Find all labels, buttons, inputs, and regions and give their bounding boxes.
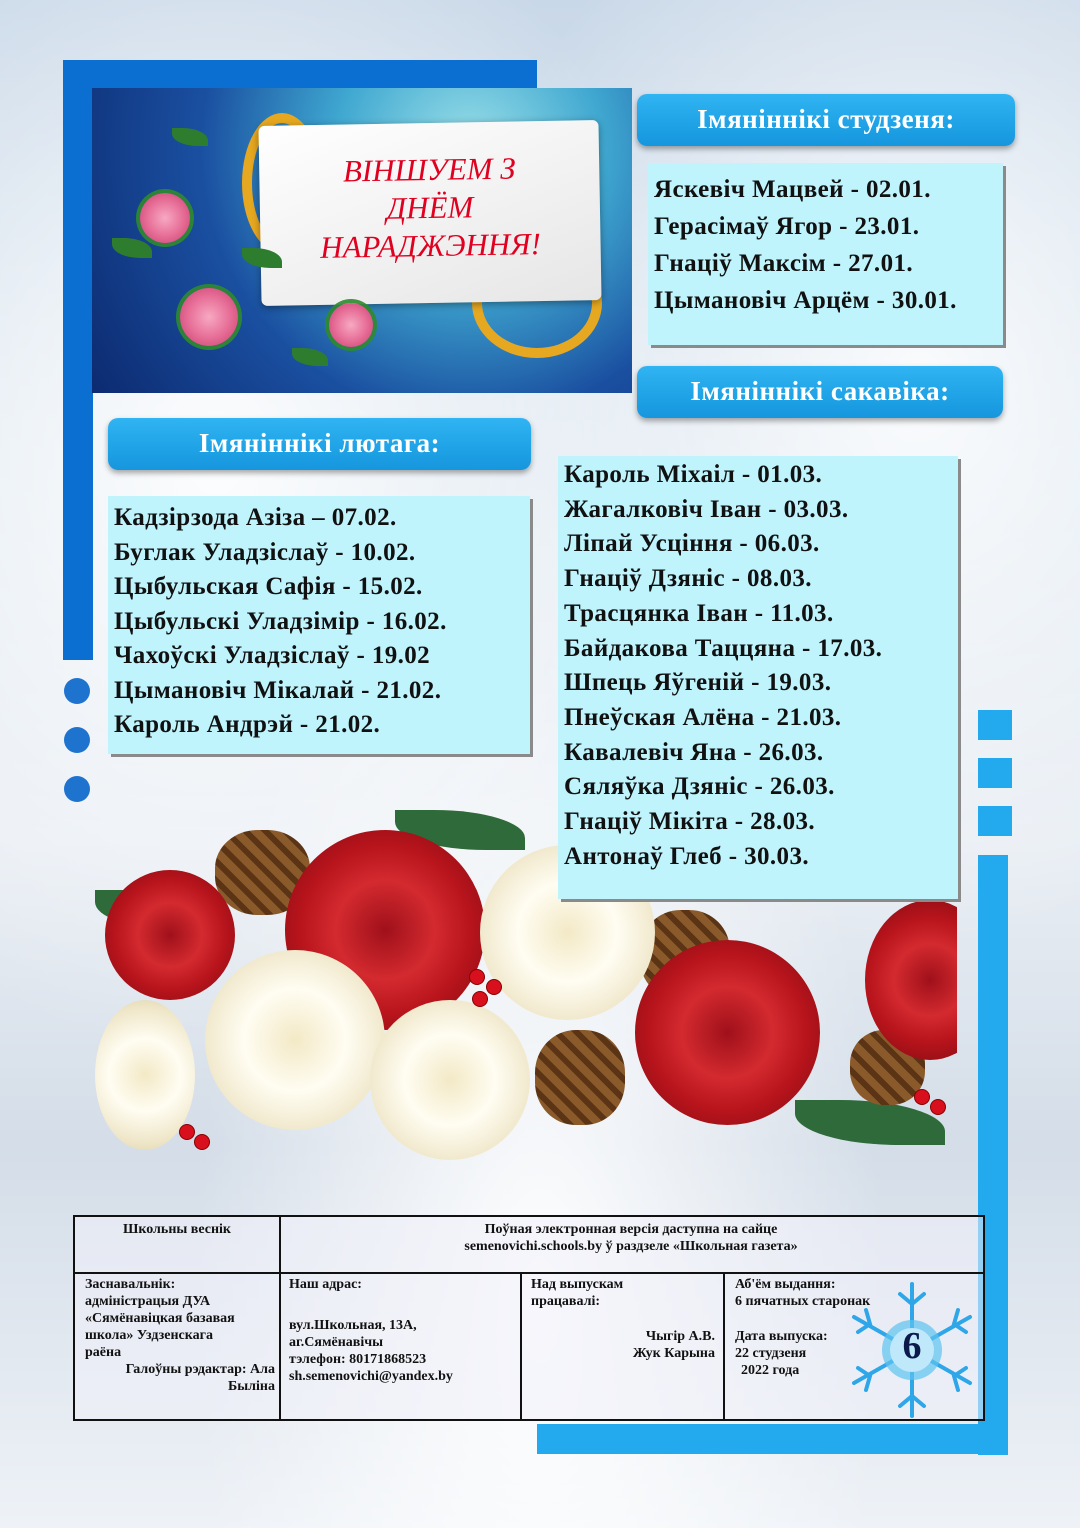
address-line: тэлефон: 80171868523 (289, 1352, 427, 1367)
address-label: Наш адрас: (289, 1277, 362, 1292)
january-list (648, 163, 1003, 319)
date-label: Дата выпуска: (735, 1329, 828, 1344)
pink-rose-2 (180, 288, 238, 346)
site-line-1: Поўная электронная версія даступна на сайце (484, 1222, 778, 1237)
list-item: Кадзірзода Азіза – 07.02. (114, 504, 397, 531)
white-rose-2 (205, 950, 385, 1130)
holly-berry (473, 992, 487, 1006)
editor-line-2: Быліна (228, 1379, 275, 1394)
list-item: Герасімаў Ягор - 23.01. (654, 213, 920, 240)
greeting-text (259, 148, 601, 268)
list-item: Цыбульскі Уладзімір - 16.02. (114, 607, 447, 635)
list-item: Цымановіч Мікалай - 21.02. (114, 676, 442, 704)
march-list-box (558, 456, 958, 899)
frame-bar-left (63, 60, 93, 660)
red-rose-1 (105, 870, 235, 1000)
date-block (735, 1328, 865, 1379)
newsletter-name: Школьны веснік (122, 1222, 231, 1237)
list-item: Антонаў Глеб - 30.03. (564, 842, 809, 870)
address-line: вул.Школьная, 13А, (289, 1318, 417, 1333)
list-item: Цыбульская Сафія - 15.02. (114, 573, 423, 600)
date-line-1: 22 студзеня (735, 1346, 807, 1361)
greeting-line-3: НАРАДЖЭННЯ! (319, 226, 542, 265)
pink-rose-1 (140, 193, 190, 243)
holly-berry (470, 970, 484, 984)
january-heading: Імяніннікі студзеня: (637, 94, 1015, 146)
holly-berry (915, 1090, 929, 1104)
decor-dot-2 (64, 727, 90, 753)
address-line: аг.Сямёнавічы (289, 1335, 384, 1350)
list-item: Пнеўская Алёна - 21.03. (564, 703, 842, 731)
pine-cone-3 (535, 1030, 625, 1125)
february-list-box (108, 496, 530, 754)
page-number: 6 (902, 1325, 922, 1367)
list-item: Гнаціў Мікіта - 28.03. (564, 808, 816, 836)
list-item: Байдакова Таццяна - 17.03. (564, 634, 883, 662)
decor-square-1 (978, 710, 1012, 740)
list-item: Буглак Уладзіслаў - 10.02. (114, 538, 416, 566)
table-rule (75, 1272, 983, 1274)
staff-names (525, 1328, 715, 1362)
site-line-2: semenovichi.schools.by ў раздзеле «Школьная газета» (464, 1239, 798, 1254)
march-list (558, 456, 958, 874)
greeting-card-image (92, 88, 632, 393)
decor-square-2 (978, 758, 1012, 788)
february-heading: Імяніннікі лютага: (108, 418, 531, 470)
table-rule (723, 1272, 725, 1419)
volume-value: 6 пячатных старонак (735, 1294, 871, 1309)
founder-block (85, 1276, 275, 1361)
leaf-1 (112, 238, 152, 258)
decor-square-3 (978, 806, 1012, 836)
staff-name: Чыгір А.В. (645, 1329, 715, 1344)
red-rose-3 (635, 940, 820, 1125)
march-heading: Імяніннікі сакавіка: (637, 366, 1003, 418)
founder-line: адміністрацыя ДУА (85, 1294, 211, 1309)
staff-name: Жук Карына (632, 1346, 715, 1361)
list-item: Кароль Андрэй - 21.02. (114, 711, 381, 738)
decor-dot-1 (64, 678, 90, 704)
site-info (281, 1221, 981, 1255)
list-item: Сяляўка Дзяніс - 26.03. (564, 773, 835, 801)
list-item: Цымановіч Арцём - 30.01. (654, 287, 957, 314)
list-item: Трасцянка Іван - 11.03. (564, 599, 834, 627)
founder-line: «Сямёнавіцкая базавая (85, 1311, 235, 1326)
table-rule (520, 1272, 522, 1419)
frame-bar-bottom (537, 1424, 1008, 1454)
leaf-3 (172, 128, 208, 146)
staff-label-line-1: Над выпускам (531, 1277, 624, 1292)
founder-line: раёна (85, 1345, 122, 1360)
volume-label: Аб'ём выдання: (735, 1277, 836, 1292)
staff-label-line-2: працавалі: (531, 1294, 601, 1309)
founder-label: Заснавальнік: (85, 1277, 176, 1292)
holly-berry (180, 1125, 194, 1139)
editor-line-1: Галоўны рэдактар: Ала (125, 1362, 275, 1377)
february-list (108, 496, 530, 743)
pine-branch-3 (795, 1100, 945, 1145)
list-item: Шпець Яўгеній - 19.03. (564, 669, 832, 697)
staff-label (531, 1276, 623, 1310)
list-item: Кароль Міхаіл - 01.03. (564, 461, 823, 488)
holly-berry (195, 1135, 209, 1149)
list-item: Жагалковіч Іван - 03.03. (564, 495, 849, 523)
white-rose-3 (370, 1000, 530, 1160)
email-text: sh.semenovichi@yandex.by (289, 1369, 453, 1384)
editor-block (75, 1361, 275, 1395)
holly-berry (487, 980, 501, 994)
holly-berry (931, 1100, 945, 1114)
greeting-line-2: ДНЁМ (386, 189, 474, 226)
list-item: Ліпай Усціння - 06.03. (564, 530, 820, 558)
greeting-line-1: ВІНШУЕМ З (342, 150, 516, 189)
date-line-2: 2022 года (741, 1363, 800, 1378)
list-item: Кавалевіч Яна - 26.03. (564, 738, 824, 766)
leaf-4 (292, 348, 328, 366)
greeting-paper (258, 120, 601, 306)
decor-dot-3 (64, 776, 90, 802)
pink-rose-3 (329, 303, 373, 347)
frame-bar-top (63, 60, 537, 90)
snowflake-page-badge (848, 1280, 976, 1420)
list-item: Чахоўскі Уладзіслаў - 19.02 (114, 642, 431, 669)
founder-line: школа» Уздзенскага (85, 1328, 213, 1343)
address-block (289, 1317, 517, 1385)
list-item: Гнаціў Максім - 27.01. (654, 250, 914, 277)
list-item: Яскевіч Мацвей - 02.01. (654, 176, 931, 203)
list-item: Гнаціў Дзяніс - 08.03. (564, 565, 812, 593)
january-list-box (648, 163, 1003, 345)
